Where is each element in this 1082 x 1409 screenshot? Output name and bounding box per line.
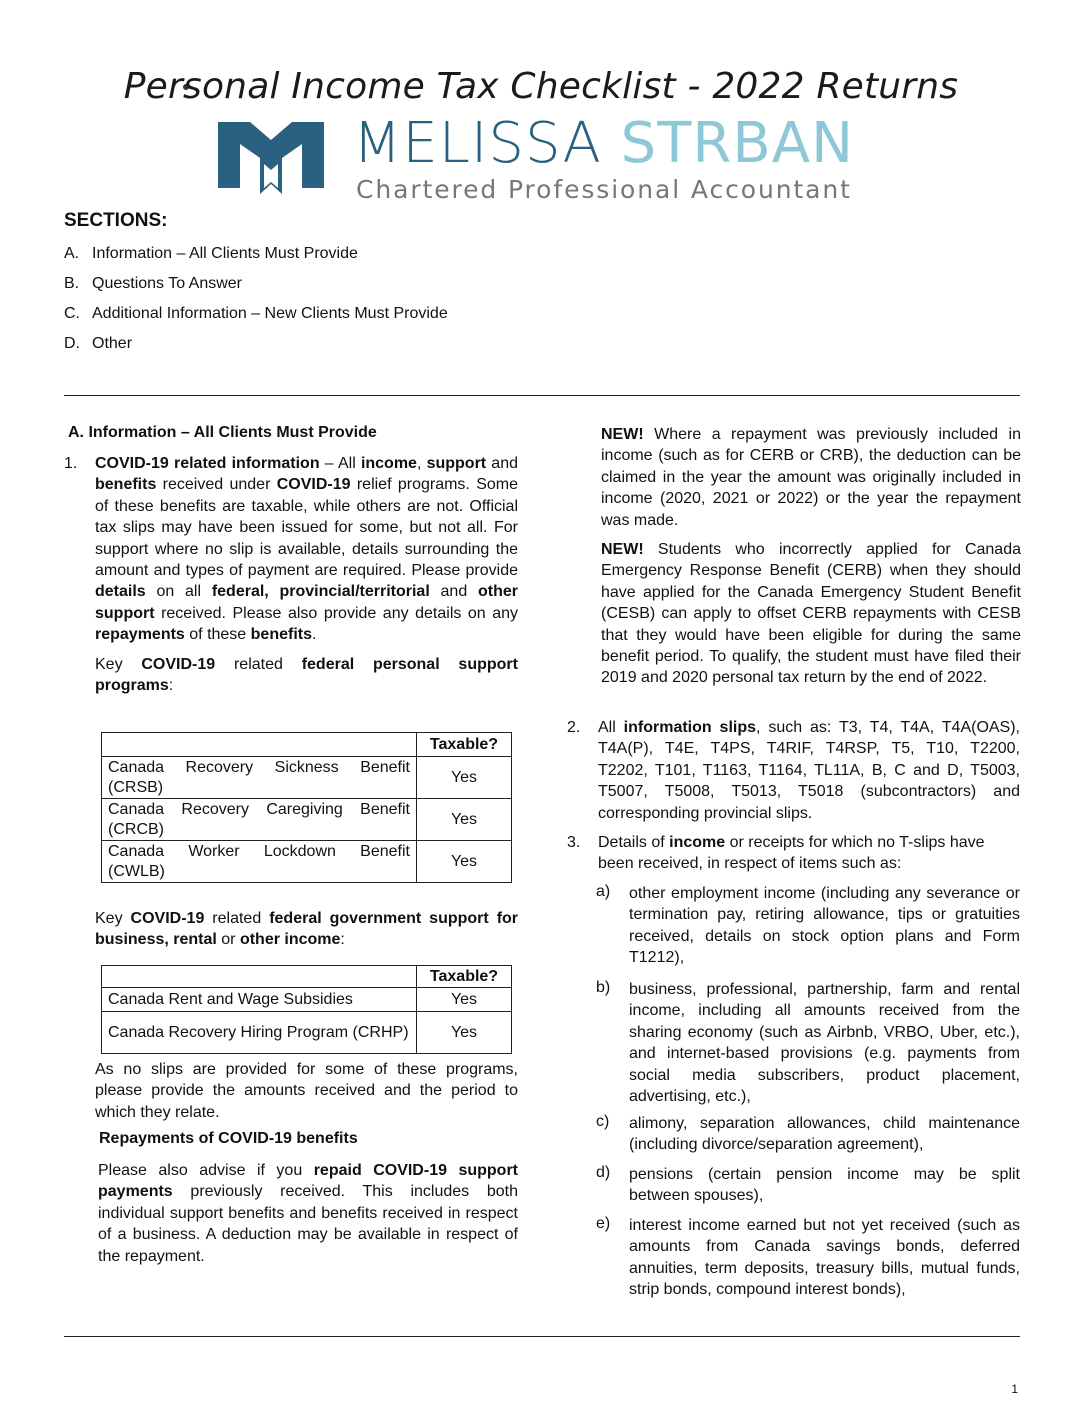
table-row: Canada Recovery Caregiving Benefit (CRCB) Yes [102, 799, 512, 841]
brand-last: STRBAN [620, 111, 854, 176]
taxable-header: Taxable? [417, 966, 512, 988]
section-a-heading: A. Information – All Clients Must Provide [68, 424, 377, 441]
table-row: Canada Recovery Hiring Program (CRHP) Yes [102, 1012, 512, 1054]
item-1-number: 1. [64, 455, 78, 472]
brand-first: MELISSA [353, 111, 602, 176]
taxable-header: Taxable? [417, 733, 512, 757]
repayments-heading: Repayments of COVID-19 benefits [99, 1130, 358, 1147]
section-item: A. Information – All Clients Must Provide [64, 245, 358, 262]
section-item: B. Questions To Answer [64, 275, 243, 292]
repayments-text: Please also advise if you repaid COVID-19 support payments previously received. This includes both individual support benefits and benefits received in respect of a business. A deduction may be available in respect of the repayment. [98, 1162, 519, 1265]
item-3-number: 3. [567, 834, 581, 851]
brand-name [353, 112, 854, 176]
no-slips-text: As no slips are provided for some of these programs, please provide the amounts received and the period to which they relate. [95, 1061, 518, 1121]
table-row: Canada Rent and Wage Subsidies Yes [102, 988, 512, 1012]
section-item: C. Additional Information – New Clients Must Provide [64, 305, 448, 322]
table-row: Canada Worker Lockdown Benefit (CWLB) Yes [102, 841, 512, 883]
income-subitems: a) other employment income (including any severance or termination pay, retiring allowance, tips or gratuities received, details on stock option plans and Form T1212), b) business, professional, partnership, farm and rental income, including all amounts received from the sharing economy (such as Airbnb, VRBO, Uber, etc.), and internet-based provisions (e.g. payments from social media subscribers, product placement, advertising, etc.), c) alimony, separation allowances, child maintenance (including divorce/separation agreement), d) pensions (certain pension income may be split between spouses), e) interest income earned but not yet received (such as amounts from Canada savings bonds, deferred annuities, term deposits, treasury bills, mutual funds, strip bonds, compound interest bonds), [596, 883, 1020, 1299]
item-3-text: Details of income or receipts for which no T-slips have been received, in respect of items such as: [598, 834, 985, 873]
page-number: 1 [1011, 1382, 1018, 1396]
item-1-text: COVID-19 related information – All income, support and benefits received under COVID-19 relief programs. Some of these benefits are taxable, while others are not. Official tax slips may have been issued for some, but not all. For support where no slip is available, details surrounding the amount and types of payment are required. Please provide details on all federal, provincial/territorial and other support received. Please also provide any details on any repayments of these benefits. Key COVID-19 related federal personal support programs: [95, 455, 519, 695]
page-title: Personal Income Tax Checklist - 2022 Returns [123, 66, 959, 107]
item-2-text: All information slips, such as: T3, T4, T4A, T4A(OAS), T4A(P), T4E, T4PS, T4RIF, T4RSP, T5, T10, T2200, T2202, T101, T1163, T1164, TL11A, B, C and D, T5003, T5007, T5008, T5013, T5018 (subcontractors) and corresponding provincial slips. [598, 719, 1020, 822]
sections-heading: SECTIONS: [64, 210, 168, 231]
business-support-table [101, 965, 512, 1054]
item-2-number: 2. [567, 719, 581, 736]
new-repayment-note: NEW! Where a repayment was previously included in income (such as for CERB or CRB), the deduction can be claimed in the year the amount was originally included in income (2020, 2021 or 2022) or the year the repayment was made. NEW! Students who incorrectly applied for Canada Emergency Response Benefit (CERB) when they should have applied for the Canada Emergency Student Benefit (CESB) can apply to offset CERB repayments with CESB that they would have been eligible for during the same benefit period. To qualify, the student must have filed their 2019 and 2020 personal tax return by the end of 2022. [601, 426, 1021, 687]
brand-subtitle: Chartered Professional Accountant [356, 175, 852, 204]
key-business-text: Key COVID-19 related federal government support for business, rental or other income: [95, 910, 519, 949]
sections-list [64, 244, 448, 364]
section-item: D. Other [64, 335, 133, 352]
table-row: Canada Recovery Sickness Benefit (CRSB) Yes [102, 757, 512, 799]
brand-logo-icon [216, 118, 326, 198]
bottom-divider [64, 1336, 1020, 1337]
personal-support-table [101, 732, 512, 883]
top-divider [64, 395, 1020, 396]
